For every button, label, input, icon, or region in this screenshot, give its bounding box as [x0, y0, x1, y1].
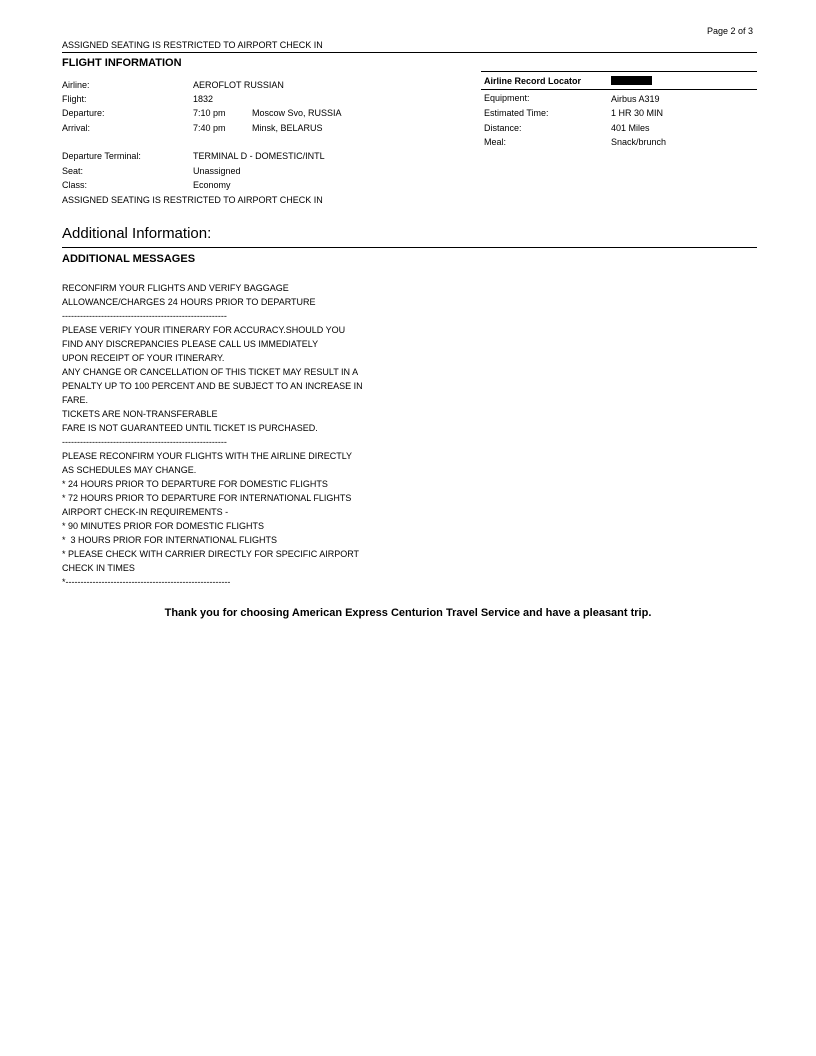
- page-number: Page 2 of 3: [707, 26, 754, 36]
- class-label: Class:: [62, 180, 88, 190]
- message-line: UPON RECEIPT OF YOUR ITINERARY.: [62, 353, 225, 363]
- message-line: CHECK IN TIMES: [62, 563, 135, 573]
- message-line: * PLEASE CHECK WITH CARRIER DIRECTLY FOR SPECIFIC AIRPORT: [62, 549, 360, 559]
- thank-you-message: Thank you for choosing American Express Centurion Travel Service and have a pleasant trip.: [164, 607, 652, 619]
- message-line: AS SCHEDULES MAY CHANGE.: [62, 465, 197, 475]
- message-line: * 72 HOURS PRIOR TO DEPARTURE FOR INTERNATIONAL FLIGHTS: [62, 493, 352, 503]
- message-line: * 90 MINUTES PRIOR FOR DOMESTIC FLIGHTS: [62, 521, 265, 531]
- message-line: PENALTY UP TO 100 PERCENT AND BE SUBJECT TO AN INCREASE IN: [62, 381, 363, 391]
- equipment-label: Equipment:: [484, 93, 530, 103]
- message-line: FIND ANY DISCREPANCIES PLEASE CALL US IMMEDIATELY: [62, 339, 319, 349]
- message-line: FARE.: [62, 395, 89, 405]
- message-line: * 3 HOURS PRIOR FOR INTERNATIONAL FLIGHTS: [62, 535, 278, 545]
- departure-place: Moscow Svo, RUSSIA: [252, 108, 342, 118]
- seat-value: Unassigned: [193, 166, 241, 176]
- class-value: Economy: [193, 180, 231, 190]
- est-time-label: Estimated Time:: [484, 108, 549, 118]
- airline-label: Airline:: [62, 80, 90, 90]
- record-locator-label: Airline Record Locator: [484, 76, 582, 86]
- flight-value: 1832: [193, 94, 214, 104]
- locator-bottom-rule: [481, 89, 757, 90]
- departure-label: Departure:: [62, 108, 105, 118]
- additional-rule: [62, 247, 757, 248]
- message-line: PLEASE RECONFIRM YOUR FLIGHTS WITH THE AIRLINE DIRECTLY: [62, 451, 353, 461]
- message-line: TICKETS ARE NON-TRANSFERABLE: [62, 409, 218, 419]
- additional-messages: [62, 281, 363, 589]
- departure-time: 7:10 pm: [193, 108, 226, 118]
- message-line: -------------------------------------------------------: [62, 311, 227, 321]
- meal-label: Meal:: [484, 137, 507, 147]
- flight-label: Flight:: [62, 94, 87, 104]
- seating-notice-top: ASSIGNED SEATING IS RESTRICTED TO AIRPORT CHECK IN: [62, 40, 323, 50]
- message-line: ANY CHANGE OR CANCELLATION OF THIS TICKET MAY RESULT IN A: [62, 367, 359, 377]
- arrival-place: Minsk, BELARUS: [252, 123, 323, 133]
- est-time-value: 1 HR 30 MIN: [611, 108, 664, 118]
- arrival-label: Arrival:: [62, 123, 91, 133]
- flight-info-title: FLIGHT INFORMATION: [62, 57, 182, 69]
- message-line: PLEASE VERIFY YOUR ITINERARY FOR ACCURACY.SHOULD YOU: [62, 325, 346, 335]
- record-locator-redaction: [611, 76, 652, 85]
- seat-label: Seat:: [62, 166, 84, 176]
- terminal-value: TERMINAL D - DOMESTIC/INTL: [193, 151, 325, 161]
- message-line: * 24 HOURS PRIOR TO DEPARTURE FOR DOMESTIC FLIGHTS: [62, 479, 328, 489]
- message-line: AIRPORT CHECK-IN REQUIREMENTS -: [62, 507, 229, 517]
- message-line: FARE IS NOT GUARANTEED UNTIL TICKET IS PURCHASED.: [62, 423, 318, 433]
- locator-top-rule: [481, 71, 757, 72]
- distance-label: Distance:: [484, 123, 522, 133]
- equipment-value: Airbus A319: [611, 94, 660, 104]
- meal-value: Snack/brunch: [611, 137, 667, 147]
- message-line: ALLOWANCE/CHARGES 24 HOURS PRIOR TO DEPARTURE: [62, 297, 316, 307]
- seating-notice: ASSIGNED SEATING IS RESTRICTED TO AIRPORT CHECK IN: [62, 195, 323, 205]
- additional-info-title: Additional Information:: [62, 225, 212, 242]
- arrival-time: 7:40 pm: [193, 123, 226, 133]
- additional-messages-title: ADDITIONAL MESSAGES: [62, 253, 196, 265]
- message-line: *-------------------------------------------------------: [62, 577, 231, 587]
- distance-value: 401 Miles: [611, 123, 650, 133]
- message-line: RECONFIRM YOUR FLIGHTS AND VERIFY BAGGAGE: [62, 283, 289, 293]
- header-rule: [62, 52, 757, 53]
- terminal-label: Departure Terminal:: [62, 151, 141, 161]
- airline-value: AEROFLOT RUSSIAN: [193, 80, 284, 90]
- message-line: -------------------------------------------------------: [62, 437, 227, 447]
